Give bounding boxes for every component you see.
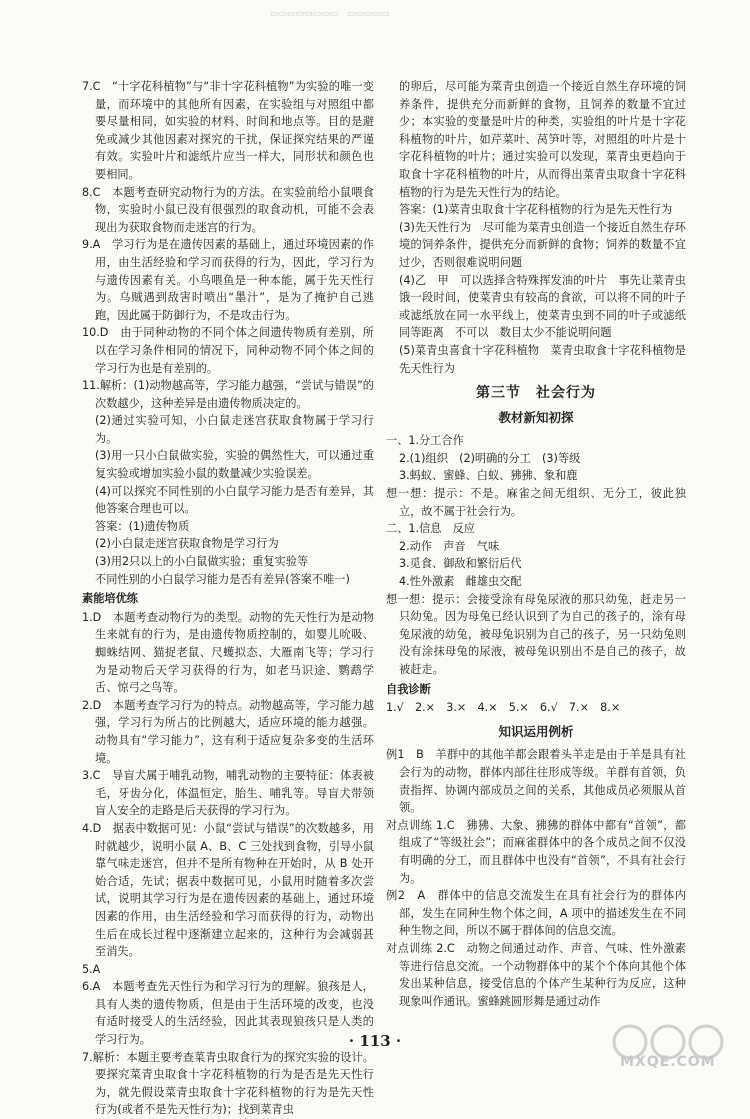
answer-paragraph: 的卵后，尽可能为菜青虫创造一个接近自然生存环境的饲养条件，提供充分而新鲜的食物，且饲养的数量不宜过少；本实验的变量是叶片的种类，实验组的叶片是十字花科植物的叶片，如芹菜叶、莴笋叶等，对照组的叶片是十字花科植物的叶片；通过实验可以发现，菜青虫更趋向于取食十字花科植物的叶片，从而得出菜青虫取食十字花科植物的行为是先天性行为的结论。	[399, 80, 686, 199]
section-title: 第三节 社会行为	[476, 385, 596, 402]
answer-paragraph: 8.C 本题考查研究动物行为的方法。在实验前给小鼠喂食物，实验时小鼠已没有很强烈的取食动机，可能不会表现出为获取食物而走迷宫的行为。	[82, 185, 374, 234]
answer-paragraph: 2.(1)组织 (2)明确的分工 (3)等级	[399, 451, 581, 465]
left-column	[82, 78, 374, 1119]
answer-paragraph: (3)先天性行为 尽可能为菜青虫创造一个接近自然生存环境的饲养条件，提供充分而新鲜的食物；饲养的数量不宜过少，否则很难说明问题	[399, 220, 686, 269]
answer-paragraph: (4)可以探究不同性别的小白鼠学习能力是否有差异，其他答案合理也可以。	[95, 484, 374, 516]
answer-paragraph: 2.动作 声音 气味	[399, 539, 500, 553]
new-knowledge-answers	[386, 432, 686, 717]
right-column	[386, 78, 686, 1010]
answer-paragraph: 9.A 学习行为是在遗传因素的基础上，通过环境因素的作用，由生活经验和学习而获得的行为，因此，学习行为与遗传因素有关。小鸟喂鱼是一种本能，属于先天性行为。乌贼遇到敌害时喷出“墨汁”，是为了掩护自己逃跑，因此属于防御行为，不是攻击行为。	[82, 238, 374, 322]
answer-paragraph: 4.D 据表中数据可见：小鼠“尝试与错误”的次数越多，用时就越少，说明小鼠 A、B、C 三处找到食物，引导小鼠靠气味走迷宫，但并不是所有物种在开始时，从 B 处开始合适，先试；据表中数据可见，小鼠用时随着多次尝试，说明其学习行为是在遗传因素的基础上，通过环境因素的作用，由生活经验和学习而获得的行为，动物出生后在成长过程中逐渐建立起来的，这种行为会减弱甚至消失。	[82, 821, 374, 959]
answer-paragraph: 素能培优练	[82, 592, 138, 606]
answer-paragraph: 2.D 本题考查学习行为的特点。动物越高等，学习能力越强，学习行为所占的比例越大，适应环境的能力越强。动物具有“学习能力”，这有利于适应复杂多变的生活环境。	[82, 698, 374, 765]
subsection-title-examples: 知识运用例析	[498, 723, 574, 739]
subsection-title-new-knowledge: 教材新知初探	[498, 409, 574, 425]
answer-paragraph: 5.A	[82, 962, 101, 976]
watermark-url: MXQE.COM	[620, 1054, 716, 1070]
answer-paragraph: 不同性别的小白鼠学习能力是否有差异(答案不唯一)	[95, 572, 350, 586]
answer-paragraph: 7.C “十字花科植物”与“非十字花科植物”为实验的唯一变量，而环境中的其他所有因素，在实验组与对照组中都要尽量相同，如实验的材料、时间和地点等。目的是避免或减少其他因素对探究的干扰，保证探究结果的严谨有效。实验叶片和滤纸片应当一样大，同形状和颜色也要相同。	[82, 80, 374, 181]
answer-paragraph: (5)菜青虫喜食十字花科植物 菜青虫取食十字花科植物是先天性行为	[399, 343, 686, 375]
answer-paragraph: (2)通过实验可知，小白鼠走迷宫获取食物属于学习行为。	[95, 414, 374, 445]
answer-paragraph: 自我诊断	[386, 682, 431, 696]
answer-paragraph: 3.觅食、御敌和繁衍后代	[399, 557, 522, 571]
answer-paragraph: 11.解析：(1)动物越高等，学习能力越强，“尝试与错误”的次数越少，这种差异是由遗传物质决定的。	[82, 379, 374, 410]
answer-paragraph: 3.C 导盲犬属于哺乳动物，哺乳动物的主要特征：体表被毛，牙齿分化，体温恒定，胎生、哺乳等。导盲犬带领盲人安全的走路是后天获得的学习行为。	[82, 769, 374, 818]
example-answers	[386, 746, 686, 1010]
answer-paragraph: 例2 A 群体中的信息交流发生在具有社会行为的群体内部，发生在同种生物个体之间，A 项中的描述发生在不同种生物之间，所以不属于群体间的信息交流。	[386, 889, 686, 938]
answer-paragraph: 10.D 由于同种动物的不同个体之间遗传物质有差别，所以在学习条件相同的情况下，同种动物不同个体之间的学习行为也是有差别的。	[82, 326, 374, 375]
answer-paragraph: 1.D 本题考查动物行为的类型。动物的先天性行为是动物生来就有的行为，是由遗传物质控制的，如婴儿吮吸、蜘蛛结网、猫捉老鼠、尺蠖拟态、大雁南飞等；学习行为是动物后天学习获得的行为，如老马识途、鹦鹉学舌、惊弓之鸟等。	[82, 610, 374, 695]
answer-paragraph: 二、1.信息 反应	[386, 522, 475, 536]
faint-header: ▭▭▭▭▭▭▭▭ ▭▭▭▭▭	[270, 9, 390, 19]
answer-paragraph: 例1 B 羊群中的其他羊都会跟着头羊走是由于羊是具有社会行为的动物，群体内部往往形成等级。羊群有首领，负责指挥、协调内部成员之间的关系，其他成员必须服从首领。	[386, 748, 686, 815]
answer-paragraph: 一、1.分工合作	[386, 434, 464, 448]
answer-paragraph: (2)小白鼠走迷宫获取食物是学习行为	[95, 537, 279, 551]
answer-paragraph: 4.性外激素 雌雄虫交配	[399, 575, 522, 589]
page-number: · 113 ·	[348, 1032, 402, 1050]
answer-paragraph: 对点训练 1.C 狒狒、大象、狒狒的群体中都有“首领”，都组成了“等级社会”；而麻雀群体中的各个成员之间不仅没有明确的分工，而且群体中也没有“首领”，不具有社会行为。	[386, 818, 686, 885]
answer-paragraph: (3)用2只以上的小白鼠做实验；重复实验等	[95, 555, 309, 569]
answer-paragraph: 答案：(1)菜青虫取食十字花科植物的行为是先天性行为	[399, 203, 673, 217]
answer-paragraph: 对点训练 2.C 动物之间通过动作、声音、气味、性外激素等进行信息交流。一个动物群体中的某个个体向其他个体发出某种信息，接受信息的个体产生某种行为反应，这种现象叫作通讯。蜜蜂跳圆形舞是通过动作	[386, 941, 686, 1008]
answer-paragraph: (4)乙 甲 可以选择含特殊挥发油的叶片 事先让菜青虫饿一段时间，使菜青虫有较高的食欲，可以将不同的叶子或滤纸放在同一水平线上，使菜青虫到不同的叶子或滤纸同等距离 不可以 数目太少不能说明问题	[399, 273, 686, 340]
right-answers-continued	[386, 78, 686, 377]
answer-paragraph: 6.A 本题考查先天性行为和学习行为的理解。狼孩是人，具有人类的遗传物质，但是由于生活环境的改变，也没有适时接受人的生活经验，因此其表现狼孩只是人类的学习行为。	[82, 980, 374, 1047]
answer-paragraph: 想一想：提示：不是。麻雀之间无组织、无分工，彼此独立，故不属于社会行为。	[386, 487, 686, 518]
answer-paragraph: 想一想：提示：会接受涂有母兔尿液的那只幼兔，赶走另一只幼兔。因为母兔已经认识到了为自己的孩子的，涂有母兔尿液的幼兔，被母兔识别为自己的孩子，另一只幼兔则没有涂抹母兔的尿液，被母兔识别出不是自己的孩子，故被赶走。	[386, 592, 686, 676]
answer-paragraph: 1.√ 2.× 3.× 4.× 5.× 6.√ 7.× 8.×	[386, 701, 621, 715]
answer-paragraph: 答案：(1)遗传物质	[95, 519, 190, 533]
answer-paragraph: 3.蚂蚁、蜜蜂、白蚁、狒狒、象和鹿	[399, 469, 578, 483]
answer-paragraph: (3)用一只小白鼠做实验，实验的偶然性大，可以通过重复实验或增加实验小鼠的数量减少实验误差。	[95, 449, 374, 481]
answer-paragraph: 7.解析：本题主要考查菜青虫取食行为的探究实验的设计。要探究菜青虫取食十字花科植物的行为是否是先天性行为，就先假设菜青虫取食十字花科植物的行为是先天性行为(或者不是先天性行为)；找到菜青虫	[82, 1050, 374, 1117]
